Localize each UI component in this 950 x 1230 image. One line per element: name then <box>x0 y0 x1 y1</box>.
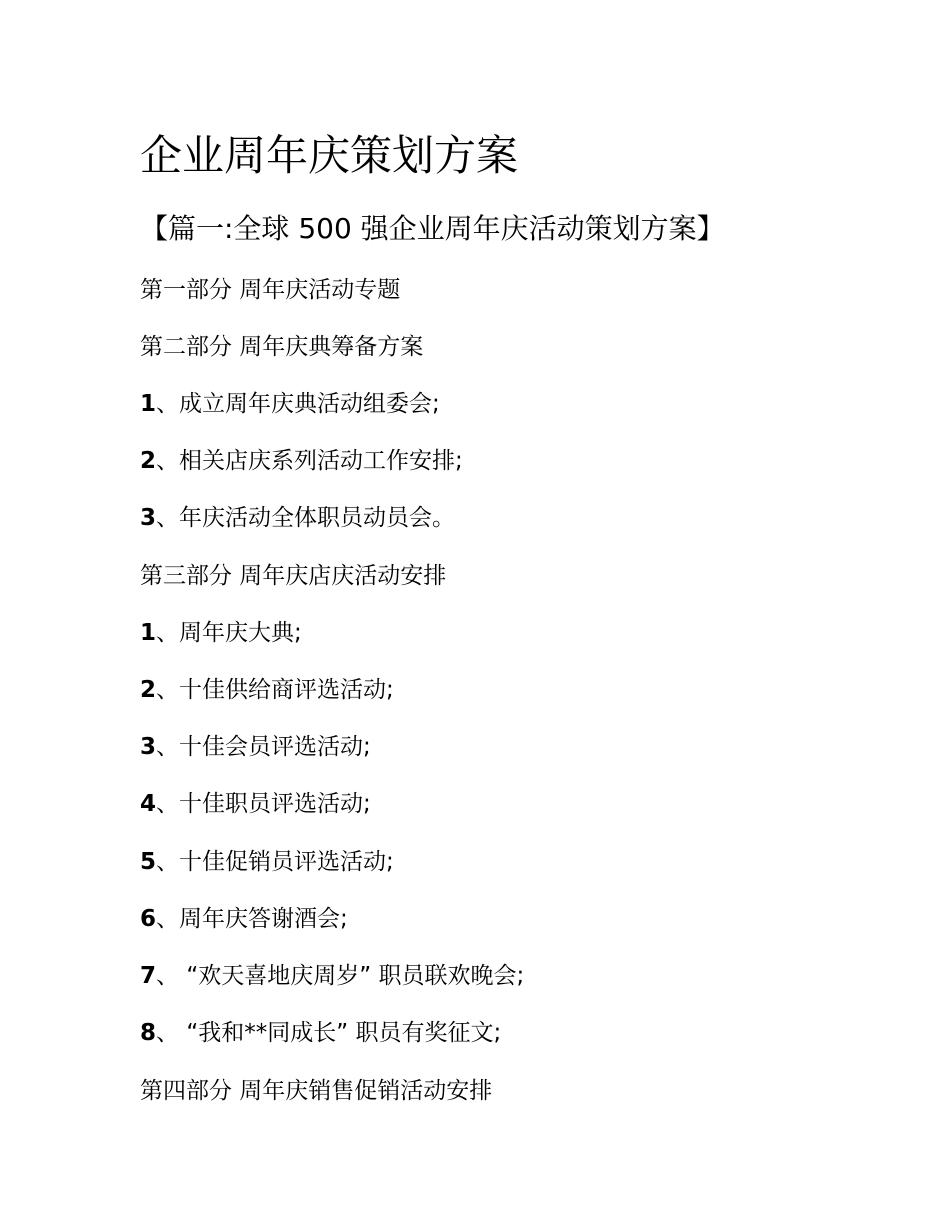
section-heading-2: 第二部分 周年庆典筹备方案 <box>140 334 424 360</box>
list-item-text: 、十佳职员评选活动; <box>156 791 371 817</box>
list-item <box>140 845 394 879</box>
list-item <box>140 673 394 707</box>
list-item-number: 8 <box>140 1020 157 1046</box>
list-item <box>140 787 371 821</box>
list-item-number: 7 <box>140 963 157 989</box>
list-item-number: 2 <box>140 677 157 703</box>
list-item <box>140 959 524 993</box>
list-item-text: 、周年庆答谢酒会; <box>156 906 348 932</box>
list-item <box>140 387 440 421</box>
section-heading-3: 第三部分 周年庆店庆活动安排 <box>140 563 447 589</box>
list-item-text: 、十佳促销员评选活动; <box>156 849 394 875</box>
list-item-number: 5 <box>140 849 157 875</box>
document-subtitle: 【篇一:全球 500 强企业周年庆活动策划方案】 <box>140 212 725 245</box>
list-item-number: 1 <box>140 620 157 646</box>
list-item <box>140 902 348 936</box>
list-item-text: 、相关店庆系列活动工作安排; <box>156 448 463 474</box>
list-item <box>140 616 302 650</box>
list-item-number: 3 <box>140 505 157 531</box>
list-item-text: 、十佳供给商评选活动; <box>156 677 394 703</box>
list-item-text: 、 “欢天喜地庆周岁” 职员联欢晚会; <box>156 963 525 989</box>
list-item-number: 1 <box>140 391 157 417</box>
section-heading-4: 第四部分 周年庆销售促销活动安排 <box>140 1078 493 1104</box>
list-item-number: 6 <box>140 906 157 932</box>
list-item <box>140 730 371 764</box>
list-item <box>140 1016 501 1050</box>
list-item-text: 、周年庆大典; <box>156 620 302 646</box>
list-item-text: 、 “我和**同成长” 职员有奖征文; <box>156 1020 502 1046</box>
list-item-text: 、十佳会员评选活动; <box>156 734 371 760</box>
section-heading-1: 第一部分 周年庆活动专题 <box>140 277 401 303</box>
document-title: 企业周年庆策划方案 <box>140 131 519 180</box>
list-item <box>140 501 455 535</box>
list-item-text: 、年庆活动全体职员动员会。 <box>156 505 456 531</box>
list-item-number: 4 <box>140 791 157 817</box>
list-item-number: 3 <box>140 734 157 760</box>
list-item <box>140 444 463 478</box>
list-item-text: 、成立周年庆典活动组委会; <box>156 391 440 417</box>
list-item-number: 2 <box>140 448 157 474</box>
